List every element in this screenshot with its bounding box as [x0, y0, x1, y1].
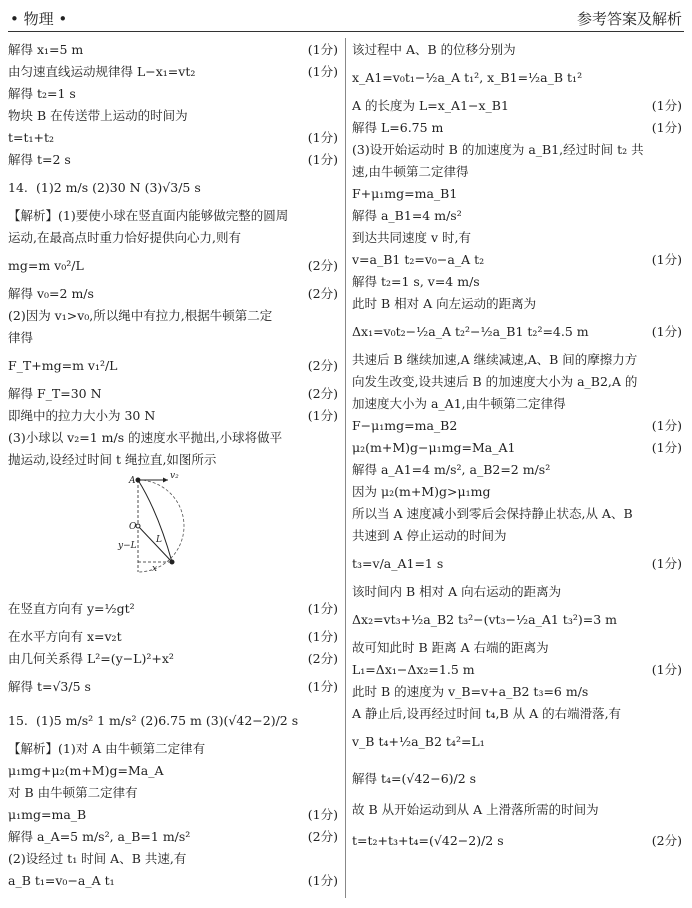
score-mark: (1分) [651, 661, 682, 677]
solution-text: 到达共同速度 v 时,有 [352, 229, 471, 245]
solution-line [352, 580, 682, 602]
solution-text: a_B t₁=v₀−a_A t₁ [8, 872, 115, 888]
solution-text: (1)2 m/s (2)30 N (3)√3/5 s [36, 179, 201, 195]
score-mark: (1分) [307, 129, 338, 145]
solution-line [352, 370, 682, 392]
score-mark: (2分) [307, 257, 338, 273]
solution-line [352, 226, 682, 248]
solution-text: 解得 a_A1=4 m/s², a_B2=2 m/s² [352, 461, 551, 477]
solution-text: 由匀速直线运动规律得 L−x₁=vt₂ [8, 63, 196, 79]
solution-line [352, 138, 682, 160]
score-mark: (1分) [651, 323, 682, 339]
solution-line [8, 60, 338, 82]
solution-text: v=a_B1 t₂=v₀−a_A t₂ [352, 251, 485, 267]
score-mark: (2分) [307, 828, 338, 844]
solution-line [352, 116, 682, 138]
ball-start [136, 478, 141, 483]
solution-line [352, 458, 682, 480]
solution-line [352, 546, 682, 580]
solution-text: t=t₁+t₂ [8, 129, 55, 145]
score-mark: (2分) [307, 650, 338, 666]
score-mark: (1分) [307, 872, 338, 888]
solution-text: 此时 B 相对 A 向左运动的距离为 [352, 295, 537, 311]
solution-text: 【解析】(1)对 A 由牛顿第二定律有 [8, 740, 206, 756]
subject-label: • 物理 • [10, 10, 68, 28]
solution-text: 解得 a_A=5 m/s², a_B=1 m/s² [8, 828, 191, 844]
left2-lines [8, 591, 338, 891]
solution-line [8, 591, 338, 625]
figure-label-v2: v₂ [170, 471, 179, 481]
solution-line [8, 126, 338, 148]
solution-line [352, 314, 682, 348]
solution-line [8, 625, 338, 647]
solution-text: F+μ₁mg=ma_B1 [352, 185, 458, 201]
score-mark: (1分) [651, 555, 682, 571]
solution-text: (3)小球以 v₂=1 m/s 的速度水平抛出,小球将做平 [8, 429, 283, 445]
figure-label-o: O [129, 522, 137, 532]
solution-text: 共速后 B 继续加速,A 继续减速,A、B 间的摩擦力方 [352, 351, 638, 367]
solution-text: (2)因为 v₁>v₀,所以绳中有拉力,根据牛顿第二定 [8, 307, 273, 323]
score-mark: (1分) [651, 97, 682, 113]
solution-text: 即绳中的拉力大小为 30 N [8, 407, 156, 423]
figure-label-a: A [129, 476, 136, 486]
solution-text: μ₁mg+μ₂(m+M)g=Ma_A [8, 762, 164, 778]
solution-text: 解得 F_T=30 N [8, 385, 102, 401]
solution-line [352, 292, 682, 314]
solution-line [8, 759, 338, 781]
solution-line [8, 737, 338, 759]
solution-line [352, 348, 682, 370]
section-title: 参考答案及解析 [576, 10, 682, 28]
figure-label-y-minus-l: y−L [118, 541, 137, 551]
solution-line [8, 38, 338, 60]
solution-text: Δx₁=v₀t₂−½a_A t₂²−½a_B1 t₂²=4.5 m [352, 323, 589, 339]
solution-line [352, 94, 682, 116]
solution-line [8, 204, 338, 226]
score-mark: (1分) [307, 628, 338, 644]
solution-line [8, 448, 338, 470]
solution-text: 故可知此时 B 距离 A 右端的距离为 [352, 639, 549, 655]
solution-line [8, 304, 338, 326]
solution-line [352, 392, 682, 414]
solution-text: 抛运动,设经过时间 t 绳拉直,如图所示 [8, 451, 217, 467]
solution-text: 解得 t₄=(√42−6)/2 s [352, 770, 477, 786]
score-mark: (1分) [651, 119, 682, 135]
score-mark: (1分) [307, 41, 338, 57]
header-rule [8, 31, 684, 32]
score-mark: (1分) [307, 151, 338, 167]
solution-line [352, 480, 682, 502]
solution-line [8, 82, 338, 104]
velocity-arrowhead [163, 478, 168, 483]
solution-text: F−μ₁mg=ma_B2 [352, 417, 458, 433]
solution-text: 因为 μ₂(m+M)g>μ₁mg [352, 483, 491, 499]
score-mark: (2分) [307, 285, 338, 301]
question-number: 15. [8, 712, 28, 728]
pivot-point [136, 524, 140, 528]
solution-line [352, 502, 682, 524]
right-column [352, 38, 682, 860]
solution-text: 在竖直方向有 y=½gt² [8, 600, 135, 616]
solution-line [352, 758, 682, 798]
solution-line [352, 38, 682, 60]
solution-text: 解得 L=6.75 m [352, 119, 444, 135]
solution-text: 解得 x₁=5 m [8, 41, 84, 57]
solution-text: (1)5 m/s² 1 m/s² (2)6.75 m (3)(√42−2)/2 s [36, 712, 299, 728]
solution-text: v_B t₄+½a_B2 t₄²=L₁ [352, 733, 485, 749]
solution-text: F_T+mg=m v₁²/L [8, 357, 118, 373]
solution-line [8, 282, 338, 304]
score-mark: (2分) [651, 832, 682, 848]
circle-arc [138, 480, 184, 572]
solution-line [8, 148, 338, 170]
solution-line [8, 869, 338, 891]
question-number: 14. [8, 179, 28, 195]
score-mark: (2分) [307, 357, 338, 373]
solution-text: μ₁mg=ma_B [8, 806, 87, 822]
solution-text: Δx₂=vt₃+½a_B2 t₃²−(vt₃−½a_A1 t₃²)=3 m [352, 611, 617, 627]
solution-text: 向发生改变,设共速后 B 的加速度大小为 a_B2,A 的 [352, 373, 638, 389]
solution-text: (3)设开始运动时 B 的加速度为 a_B1,经过时间 t₂ 共 [352, 141, 644, 157]
solution-line [8, 348, 338, 382]
solution-line [8, 382, 338, 404]
solution-text: 解得 a_B1=4 m/s² [352, 207, 462, 223]
right-lines [352, 38, 682, 860]
score-mark: (1分) [307, 678, 338, 694]
solution-line [352, 798, 682, 820]
solution-text: 【解析】(1)要使小球在竖直面内能够做完整的圆周 [8, 207, 289, 223]
score-mark: (1分) [307, 63, 338, 79]
solution-text: L₁=Δx₁−Δx₂=1.5 m [352, 661, 475, 677]
solution-text: 解得 t=2 s [8, 151, 71, 167]
solution-text: 此时 B 的速度为 v_B=v+a_B2 t₃=6 m/s [352, 683, 589, 699]
solution-text: 共速到 A 停止运动的时间为 [352, 527, 507, 543]
solution-line [8, 703, 338, 737]
ball-end [170, 560, 175, 565]
solution-line [352, 724, 682, 758]
solution-line [8, 647, 338, 669]
left-column [8, 38, 338, 891]
solution-text: 该过程中 A、B 的位移分别为 [352, 41, 516, 57]
pendulum-figure [118, 471, 228, 582]
left-lines [8, 38, 338, 470]
score-mark: (2分) [307, 385, 338, 401]
solution-text: mg=m v₀²/L [8, 257, 84, 273]
solution-line [8, 847, 338, 869]
solution-text: 所以当 A 速度减小到零后会保持静止状态,从 A、B [352, 505, 633, 521]
solution-line [8, 170, 338, 204]
score-mark: (1分) [651, 439, 682, 455]
solution-line [352, 270, 682, 292]
score-mark: (1分) [651, 251, 682, 267]
solution-text: 物块 B 在传送带上运动的时间为 [8, 107, 188, 123]
solution-line [8, 326, 338, 348]
solution-line [352, 414, 682, 436]
solution-text: 运动,在最高点时重力恰好提供向心力,则有 [8, 229, 241, 245]
page-header [0, 0, 692, 32]
solution-line [8, 104, 338, 126]
solution-line [8, 781, 338, 803]
solution-line [8, 226, 338, 248]
solution-text: x_A1=v₀t₁−½a_A t₁², x_B1=½a_B t₁² [352, 69, 583, 85]
solution-text: 速,由牛顿第二定律得 [352, 163, 469, 179]
solution-line [352, 160, 682, 182]
solution-text: μ₂(m+M)g−μ₁mg=Ma_A1 [352, 439, 516, 455]
solution-text: 律得 [8, 329, 34, 345]
solution-line [8, 803, 338, 825]
solution-text: 该时间内 B 相对 A 向右运动的距离为 [352, 583, 562, 599]
solution-text: 故 B 从开始运动到从 A 上滑落所需的时间为 [352, 801, 599, 817]
solution-line [8, 825, 338, 847]
column-divider [345, 38, 346, 898]
solution-text: 由几何关系得 L²=(y−L)²+x² [8, 650, 174, 666]
solution-line [352, 436, 682, 458]
solution-line [352, 602, 682, 636]
solution-line [352, 248, 682, 270]
solution-text: 解得 v₀=2 m/s [8, 285, 94, 301]
solution-line [8, 404, 338, 426]
solution-line [352, 204, 682, 226]
solution-text: A 静止后,设再经过时间 t₄,B 从 A 的右端滑落,有 [352, 705, 622, 721]
solution-line [8, 248, 338, 282]
score-mark: (1分) [651, 417, 682, 433]
solution-line [352, 658, 682, 680]
solution-line [352, 820, 682, 860]
solution-text: t=t₂+t₃+t₄=(√42−2)/2 s [352, 832, 504, 848]
solution-line [352, 182, 682, 204]
solution-text: 在水平方向有 x=v₂t [8, 628, 122, 644]
solution-line [352, 524, 682, 546]
solution-text: A 的长度为 L=x_A1−x_B1 [352, 97, 509, 113]
solution-text: t₃=v/a_A1=1 s [352, 555, 444, 571]
solution-text: 解得 t₂=1 s, v=4 m/s [352, 273, 480, 289]
figure-label-x: x [152, 564, 158, 574]
solution-text: (2)设经过 t₁ 时间 A、B 共速,有 [8, 850, 187, 866]
solution-line [8, 669, 338, 703]
solution-line [352, 60, 682, 94]
score-mark: (1分) [307, 407, 338, 423]
solution-line [352, 636, 682, 658]
score-mark: (1分) [307, 806, 338, 822]
solution-line [8, 426, 338, 448]
solution-text: 解得 t=√3/5 s [8, 678, 91, 694]
solution-text: 对 B 由牛顿第二定律有 [8, 784, 138, 800]
solution-text: 加速度大小为 a_A1,由牛顿第二定律得 [352, 395, 566, 411]
figure-label-l: L [156, 535, 162, 545]
solution-line [352, 680, 682, 702]
solution-line [352, 702, 682, 724]
score-mark: (1分) [307, 600, 338, 616]
trajectory-curve [138, 480, 172, 562]
solution-text: 解得 t₂=1 s [8, 85, 76, 101]
